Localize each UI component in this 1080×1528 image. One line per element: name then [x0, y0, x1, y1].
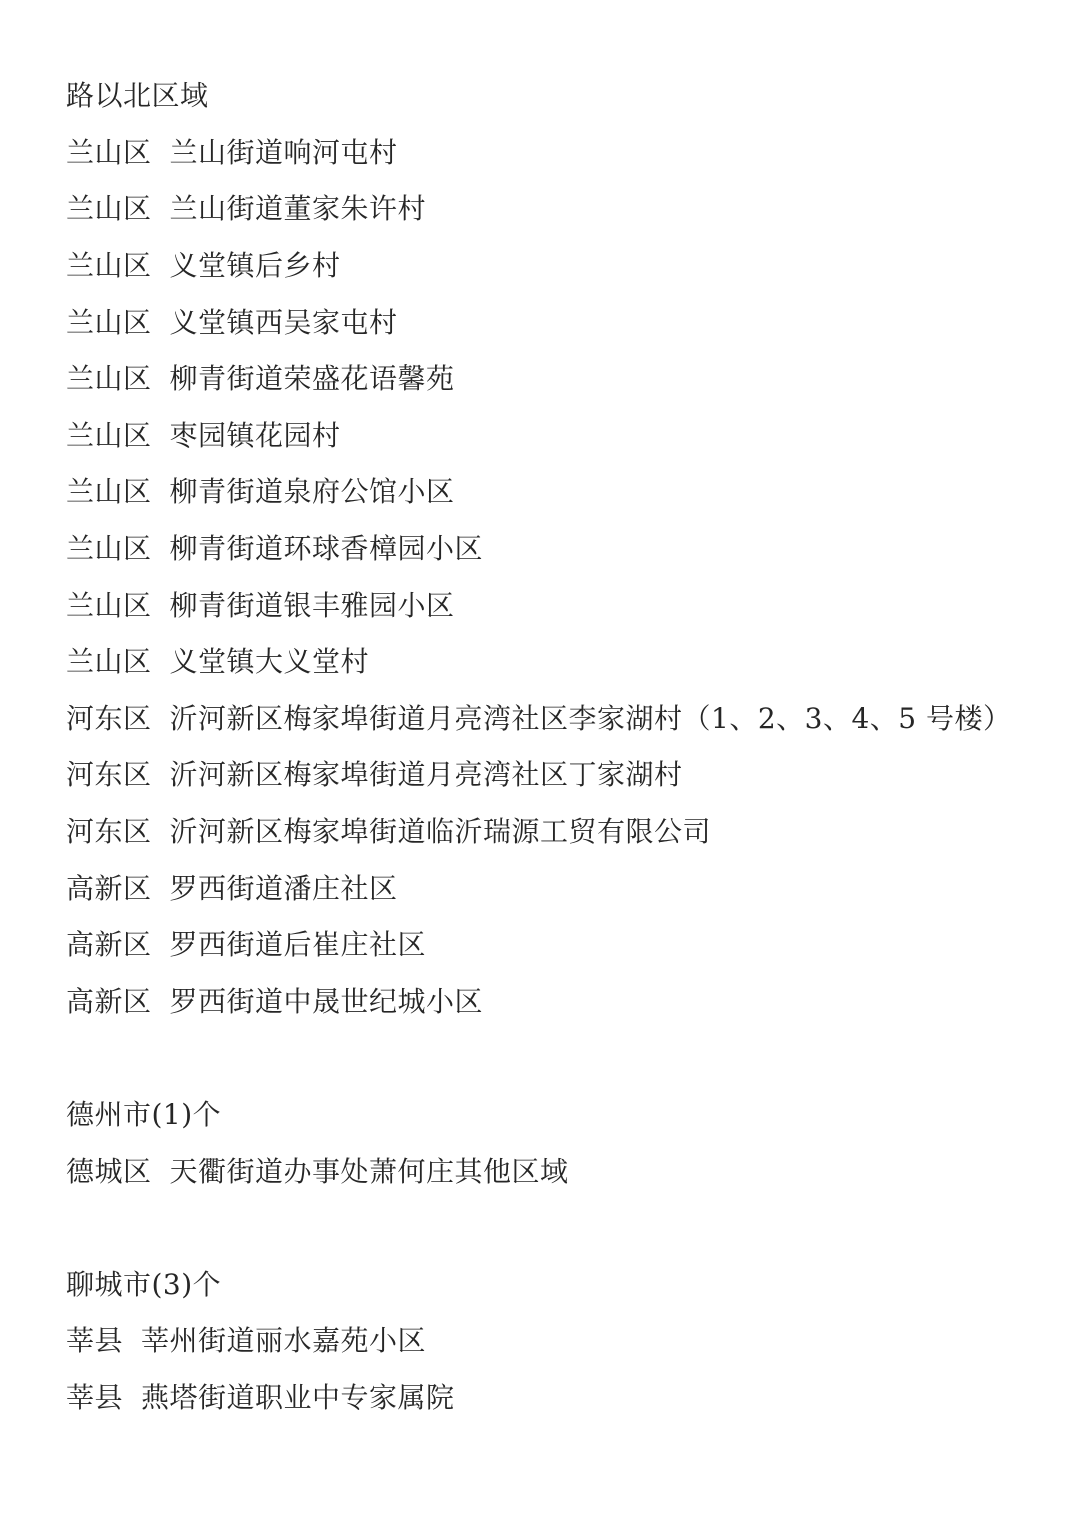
place-label: 义堂镇大义堂村	[169, 645, 370, 679]
place-label: 柳青街道银丰雅园小区	[169, 588, 455, 622]
district-label: 莘县	[66, 1324, 124, 1358]
entry-line	[66, 1370, 1040, 1427]
place-label: 燕塔街道职业中专家属院	[141, 1380, 455, 1414]
district-label: 高新区	[66, 984, 152, 1018]
place-label: 柳青街道环球香樟园小区	[169, 532, 484, 566]
entry-line	[66, 1313, 1040, 1370]
district-label: 兰山区	[66, 645, 152, 679]
entry-line	[66, 238, 1040, 295]
district-label: 兰山区	[66, 475, 152, 509]
district-label: 高新区	[66, 928, 152, 962]
district-label: 兰山区	[66, 305, 152, 339]
place-label: 柳青街道荣盛花语馨苑	[169, 362, 455, 396]
entry-line	[66, 974, 1040, 1031]
section-spacer	[66, 1030, 1040, 1087]
district-label: 河东区	[66, 815, 152, 849]
entry-line	[66, 804, 1040, 861]
district-label: 德城区	[66, 1154, 152, 1188]
entry-line	[66, 747, 1040, 804]
place-label: 柳青街道泉府公馆小区	[169, 475, 455, 509]
city-count-heading	[66, 1256, 1040, 1313]
place-label: 罗西街道潘庄社区	[169, 871, 398, 905]
district-label: 兰山区	[66, 249, 152, 283]
place-label: 兰山街道董家朱许村	[169, 192, 427, 226]
entry-line	[66, 860, 1040, 917]
entry-line	[66, 125, 1040, 182]
district-label: 高新区	[66, 871, 152, 905]
city-count-label: 聊城市(3)个	[66, 1267, 222, 1301]
district-label: 兰山区	[66, 192, 152, 226]
entry-line	[66, 577, 1040, 634]
city-count-label: 德州市(1)个	[66, 1097, 222, 1131]
place-label: 沂河新区梅家埠街道月亮湾社区李家湖村（1、2、3、4、5 号楼）	[169, 701, 1012, 735]
place-label: 兰山街道响河屯村	[169, 135, 398, 169]
entry-line	[66, 408, 1040, 465]
place-label: 义堂镇西吴家屯村	[169, 305, 398, 339]
place-label: 莘州街道丽水嘉苑小区	[141, 1324, 427, 1358]
entry-line	[66, 691, 1040, 748]
entry-line	[66, 351, 1040, 408]
region-continuation-label: 路以北区域	[66, 79, 209, 113]
entry-line	[66, 294, 1040, 351]
section-spacer	[66, 1200, 1040, 1257]
entry-line	[66, 634, 1040, 691]
entry-line	[66, 1143, 1040, 1200]
district-label: 兰山区	[66, 588, 152, 622]
entry-line	[66, 181, 1040, 238]
district-label: 兰山区	[66, 418, 152, 452]
district-label: 兰山区	[66, 135, 152, 169]
region-continuation-text	[66, 68, 1040, 125]
place-label: 枣园镇花园村	[169, 418, 341, 452]
district-label: 兰山区	[66, 532, 152, 566]
place-label: 罗西街道中晟世纪城小区	[169, 984, 484, 1018]
district-label: 兰山区	[66, 362, 152, 396]
place-label: 沂河新区梅家埠街道临沂瑞源工贸有限公司	[169, 815, 712, 849]
entry-line	[66, 917, 1040, 974]
place-label: 沂河新区梅家埠街道月亮湾社区丁家湖村	[169, 758, 683, 792]
district-label: 河东区	[66, 758, 152, 792]
city-count-heading	[66, 1087, 1040, 1144]
document-lines	[66, 68, 1040, 1426]
district-label: 莘县	[66, 1380, 124, 1414]
place-label: 罗西街道后崔庄社区	[169, 928, 427, 962]
district-label: 河东区	[66, 701, 152, 735]
entry-line	[66, 521, 1040, 578]
place-label: 义堂镇后乡村	[169, 249, 341, 283]
entry-line	[66, 464, 1040, 521]
place-label: 天衢街道办事处萧何庄其他区域	[169, 1154, 569, 1188]
